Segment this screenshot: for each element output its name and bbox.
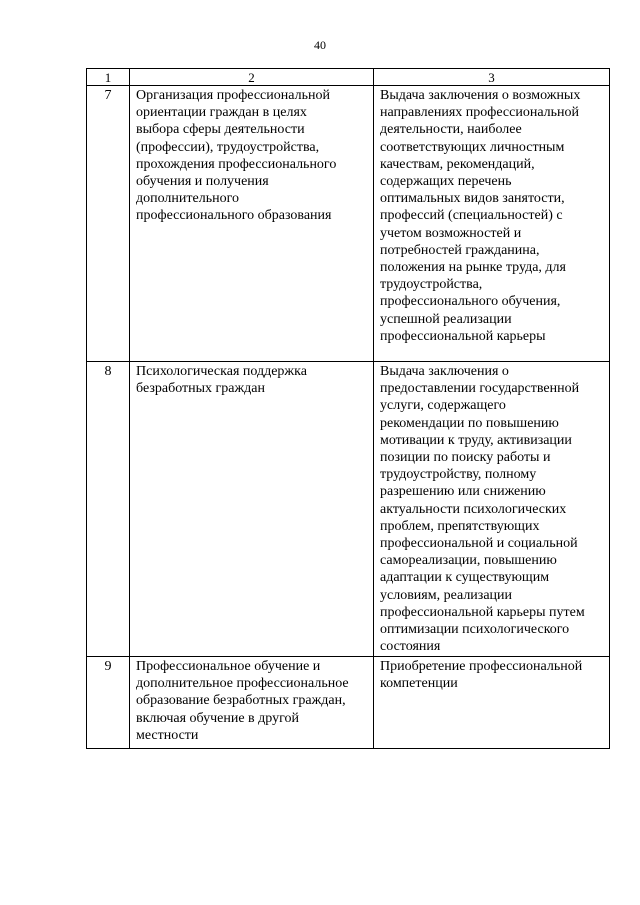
- page-number: 40: [314, 38, 326, 52]
- header-cell-2: 2: [130, 69, 374, 86]
- table-row: [87, 657, 610, 749]
- service-result-text: Выдача заключения о предоставлении государственной услуги, содержащего рекомендации по повышению мотивации к труду, активизации позиции по поиску работы и трудоустройству, полному разрешению или снижению актуальности психологических проблем, препятствующих профессиональной и социальной самореализации, повышению адаптации к существующим условиям, реализации профессиональной карьеры путем оптимизации психологического состояния: [380, 364, 585, 655]
- service-name-cell: [130, 657, 374, 749]
- row-number-cell: 9: [87, 657, 130, 749]
- table-row: [87, 86, 610, 362]
- service-name-text: Профессиональное обучение и дополнительное профессиональное образование безработных граждан, включая обучение в другой местности: [136, 659, 349, 743]
- service-result-text: Приобретение профессиональной компетенции: [380, 659, 583, 692]
- row-number-cell: 7: [87, 86, 130, 362]
- table-header-row: [87, 69, 610, 86]
- service-result-cell: [374, 86, 610, 362]
- table-row: [87, 362, 610, 657]
- service-result-cell: [374, 657, 610, 749]
- service-name-text: Организация профессиональной ориентации граждан в целях выбора сферы деятельности (профессии), трудоустройства, прохождения профессионального обучения и получения дополнительного профессионального образования: [136, 88, 337, 224]
- service-result-text: Выдача заключения о возможных направлениях профессиональной деятельности, наиболее соответствующих личностным качествам, рекомендаций, содержащих перечень оптимальных видов занятости, профессий (специальностей) с учетом возможностей и потребностей гражданина, положения на рынке труда, для трудоустройства, профессионального обучения, успешной реализации профессиональной карьеры: [380, 88, 581, 344]
- service-name-cell: [130, 86, 374, 362]
- service-name-cell: [130, 362, 374, 657]
- header-cell-1: 1: [87, 69, 130, 86]
- services-table: [86, 68, 610, 749]
- header-cell-3: 3: [374, 69, 610, 86]
- row-number-cell: 8: [87, 362, 130, 657]
- service-result-cell: [374, 362, 610, 657]
- service-name-text: Психологическая поддержка безработных граждан: [136, 364, 307, 397]
